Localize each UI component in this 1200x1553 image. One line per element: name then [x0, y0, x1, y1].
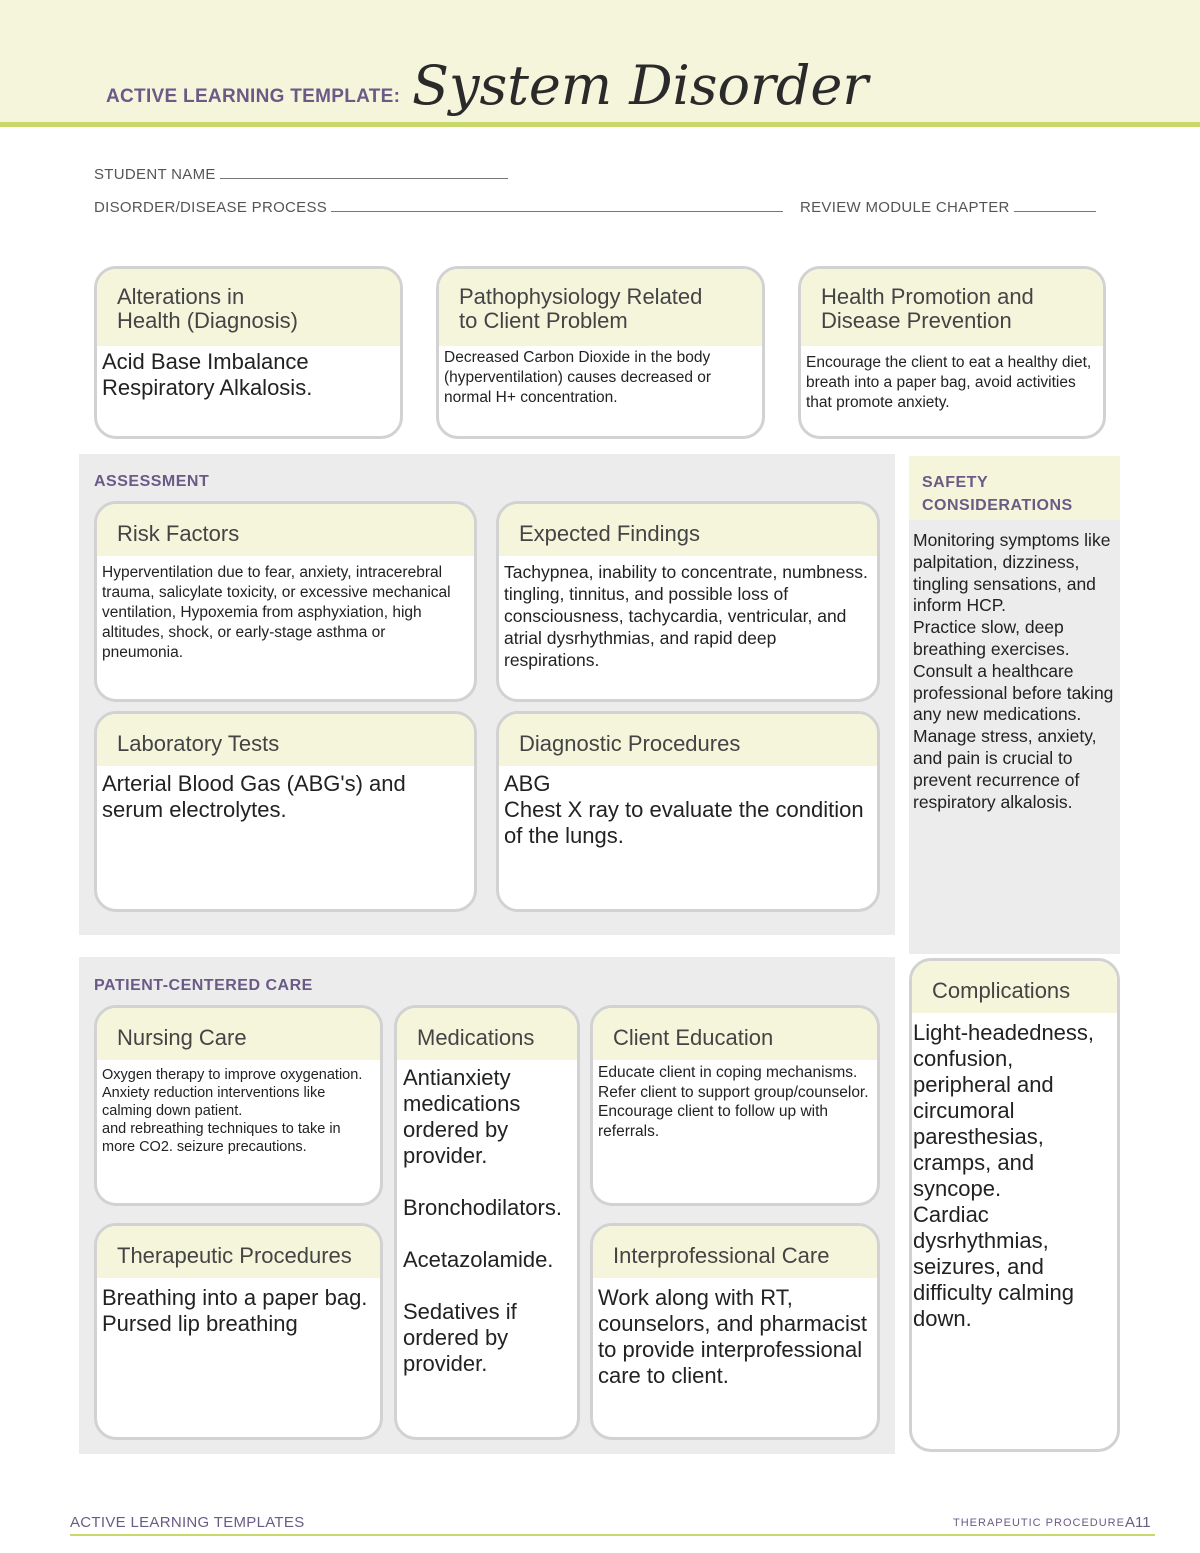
- footer-page-number: A11: [1125, 1514, 1151, 1531]
- student-name-label: STUDENT NAME: [94, 166, 216, 183]
- patient-care-title: PATIENT-CENTERED CARE: [94, 977, 313, 994]
- pathophysiology-box: [436, 266, 765, 439]
- diagnostic-procedures-title: Diagnostic Procedures: [499, 714, 877, 766]
- complications-title: Complications: [912, 961, 1117, 1013]
- laboratory-tests-content: Arterial Blood Gas (ABG's) and serum electrolytes.: [102, 771, 406, 822]
- review-module-field[interactable]: [800, 199, 1096, 216]
- footer-rule: [70, 1534, 1155, 1536]
- diagnostic-procedures-box: [496, 711, 880, 912]
- client-education-title: Client Education: [593, 1008, 877, 1060]
- diagnostic-procedures-content: ABG Chest X ray to evaluate the condition of the lungs.: [504, 771, 864, 848]
- interprofessional-care-box: [590, 1223, 880, 1440]
- alterations-title: Alterations in Health (Diagnosis): [97, 269, 400, 346]
- expected-findings-content: Tachypnea, inability to concentrate, numbness. tingling, tinnitus, and possible loss of consciousness, tachycardia, ventricular, and atrial dysrhythmias, and rapid deep respirations.: [504, 562, 868, 670]
- header-rule: [0, 122, 1200, 127]
- risk-factors-box: [94, 501, 477, 702]
- risk-factors-title: Risk Factors: [97, 504, 474, 556]
- expected-findings-box: [496, 501, 880, 702]
- expected-findings-title: Expected Findings: [499, 504, 877, 556]
- laboratory-tests-title: Laboratory Tests: [97, 714, 474, 766]
- medications-title: Medications: [397, 1008, 577, 1060]
- risk-factors-content: Hyperventilation due to fear, anxiety, intracerebral trauma, salicylate toxicity, or excessive mechanical ventilation, Hypoxemia from asphyxiation, high altitudes, shock, or early-stage asthma or pneumonia.: [102, 564, 451, 661]
- medications-box: [394, 1005, 580, 1440]
- nursing-care-box: [94, 1005, 383, 1206]
- therapeutic-procedures-content: Breathing into a paper bag. Pursed lip breathing: [102, 1285, 368, 1336]
- safety-title: SAFETY CONSIDERATIONS: [922, 474, 1073, 514]
- alterations-content: Acid Base Imbalance Respiratory Alkalosis.: [102, 349, 313, 400]
- nursing-care-title: Nursing Care: [97, 1008, 380, 1060]
- therapeutic-procedures-title: Therapeutic Procedures: [97, 1226, 380, 1278]
- interprofessional-care-title: Interprofessional Care: [593, 1226, 877, 1278]
- disorder-process-field[interactable]: [94, 199, 783, 216]
- complications-box: [909, 958, 1120, 1452]
- student-name-line: [220, 166, 508, 179]
- client-education-box: [590, 1005, 880, 1206]
- laboratory-tests-box: [94, 711, 477, 912]
- footer-left: ACTIVE LEARNING TEMPLATES: [70, 1514, 305, 1531]
- pathophysiology-title: Pathophysiology Related to Client Problem: [439, 269, 762, 346]
- template-label: ACTIVE LEARNING TEMPLATE:: [106, 86, 401, 107]
- review-module-line: [1014, 199, 1096, 212]
- template-title: System Disorder: [412, 54, 869, 117]
- assessment-title: ASSESSMENT: [94, 473, 210, 490]
- complications-content: Light-headedness, confusion, peripheral and circumoral paresthesias, cramps, and syncope. Cardiac dysrhythmias, seizures, and difficulty calming down.: [913, 1020, 1095, 1331]
- review-module-label: REVIEW MODULE CHAPTER: [800, 199, 1010, 216]
- client-education-content: Educate client in coping mechanisms. Refer client to support group/counselor. Encourage client to follow up with referrals.: [598, 1064, 869, 1140]
- medications-content: Antianxiety medications ordered by provider. Bronchodilators. Acetazolamide. Sedatives if ordered by provider.: [403, 1065, 562, 1376]
- nursing-care-content: Oxygen therapy to improve oxygenation. Anxiety reduction interventions like calming down patient. and rebreathing techniques to take in more CO2. seizure precautions.: [102, 1067, 363, 1155]
- alterations-box: [94, 266, 403, 439]
- health-promotion-box: [798, 266, 1106, 439]
- student-name-field[interactable]: [94, 166, 508, 183]
- health-promotion-content: Encourage the client to eat a healthy diet, breath into a paper bag, avoid activities that promote anxiety.: [806, 354, 1092, 411]
- therapeutic-procedures-box: [94, 1223, 383, 1440]
- footer-right: THERAPEUTIC PROCEDURE: [953, 1517, 1125, 1529]
- health-promotion-title: Health Promotion and Disease Prevention: [801, 269, 1103, 346]
- pathophysiology-content: Decreased Carbon Dioxide in the body (hyperventilation) causes decreased or normal H+ concentration.: [444, 349, 712, 406]
- disorder-process-line: [331, 199, 783, 212]
- interprofessional-care-content: Work along with RT, counselors, and pharmacist to provide interprofessional care to client.: [598, 1285, 868, 1388]
- safety-content: Monitoring symptoms like palpitation, dizziness, tingling sensations, and inform HCP. Practice slow, deep breathing exercises. Consult a healthcare professional before taking any new medications. Manage stress, anxiety, and pain is crucial to prevent recurrence of respiratory alkalosis.: [913, 530, 1114, 812]
- disorder-process-label: DISORDER/DISEASE PROCESS: [94, 199, 328, 216]
